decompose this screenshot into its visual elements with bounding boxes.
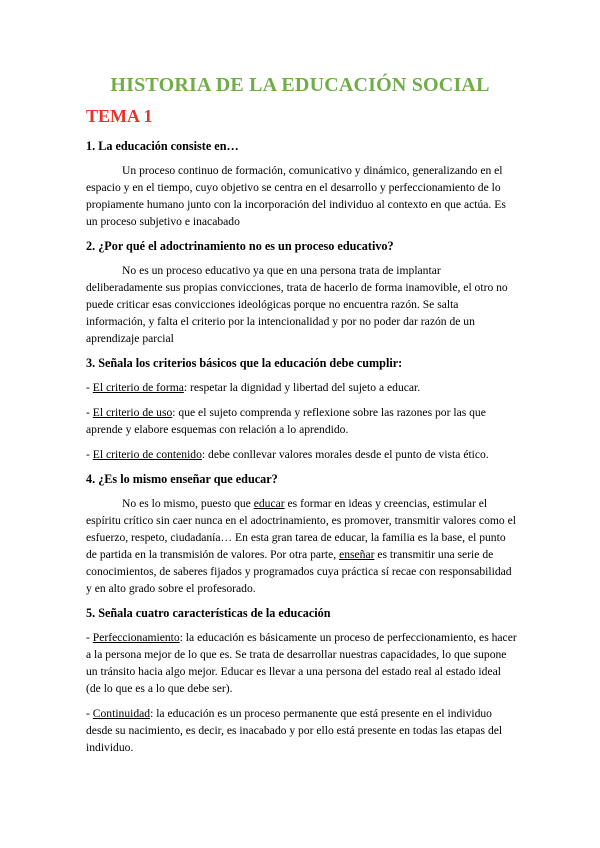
list-item (86, 379, 518, 396)
item-prefix: - (86, 406, 93, 419)
item-prefix: - (86, 707, 93, 720)
term-educar: educar (253, 497, 285, 510)
document-subtitle: TEMA 1 (86, 106, 153, 126)
item-text: : debe conllevar valores morales desde el punto de vista ético. (201, 448, 489, 461)
list-item (86, 629, 518, 697)
item-term: El criterio de uso (92, 406, 173, 419)
text-run: es transmitir una serie de conocimientos, de saberes fijados y programados cuya práctica sí recae con responsabilidad y en alto grado sobre el profesorado. (86, 548, 512, 595)
text-run: No es lo mismo, puesto que (122, 497, 254, 510)
paragraph (86, 495, 518, 597)
section-1 (86, 138, 518, 230)
item-text: : respetar la dignidad y libertad del sujeto a educar. (183, 381, 421, 394)
document-body (86, 138, 518, 764)
paragraph: No es un proceso educativo ya que en una persona trata de implantar deliberadamente sus propias convicciones, trata de hacerlo de forma inamovible, el otro no puede criticar esas convicciones ideológicas porque no encuentra razón. Se salta información, y falta el criterio por la intencionalidad y por no poder dar razón de un aprendizaje parcial (86, 264, 508, 345)
document-title: HISTORIA DE LA EDUCACIÓN SOCIAL (110, 74, 490, 96)
term-ensenar: enseñar (339, 548, 375, 561)
item-text: : la educación es un proceso permanente que está presente en el individuo desde su nacimiento, es decir, es inacabado y por ello está presente en todas las etapas del individuo. (86, 707, 503, 754)
item-text: : la educación es básicamente un proceso de perfeccionamiento, es hacer a la persona mejor de lo que es. Se trata de desarrollar nuestras capacidades, lo que supone un tránsito hacia algo mejor. Educar es llevar a una persona del estado real al estado ideal (de lo que es a lo que debe ser). (86, 631, 517, 695)
section-heading: 5. Señala cuatro características de la educación (86, 606, 331, 620)
item-term: El criterio de forma (92, 381, 184, 394)
item-term: El criterio de contenido (92, 448, 202, 461)
item-term: Continuidad (92, 707, 151, 720)
section-2 (86, 238, 518, 347)
section-heading: 2. ¿Por qué el adoctrinamiento no es un proceso educativo? (86, 239, 394, 253)
section-heading: 3. Señala los criterios básicos que la educación debe cumplir: (86, 356, 403, 370)
text-run: es formar en ideas y creencias, estimular el espíritu crítico sin caer nunca en el adoctrinamiento, es promover, transmitir valores como el esfuerzo, respeto, ciudadanía… En esta gran tarea de educar, la familia es la base, el punto de partida en la transmisión de valores. Por otra parte, (86, 497, 516, 561)
section-5 (86, 605, 518, 756)
section-heading: 4. ¿Es lo mismo enseñar que educar? (86, 472, 278, 486)
item-prefix: - (86, 381, 93, 394)
section-3 (86, 355, 518, 463)
item-text: : que el sujeto comprenda y reflexione sobre las razones por las que aprende y elabore esquemas con relación a lo aprendido. (86, 406, 486, 436)
item-prefix: - (86, 631, 93, 644)
list-item (86, 705, 518, 756)
section-heading: 1. La educación consiste en… (86, 139, 239, 153)
section-4 (86, 471, 518, 597)
item-term: Perfeccionamiento (92, 631, 180, 644)
item-prefix: - (86, 448, 93, 461)
list-item (86, 446, 518, 463)
list-item (86, 404, 518, 438)
paragraph: Un proceso continuo de formación, comunicativo y dinámico, generalizando en el espacio y en el tiempo, cuyo objetivo se centra en el desarrollo y perfeccionamiento de lo propiamente humano junto con la incorporación del individuo al contexto en que actúa. Es un proceso subjetivo e inacabado (86, 164, 506, 228)
